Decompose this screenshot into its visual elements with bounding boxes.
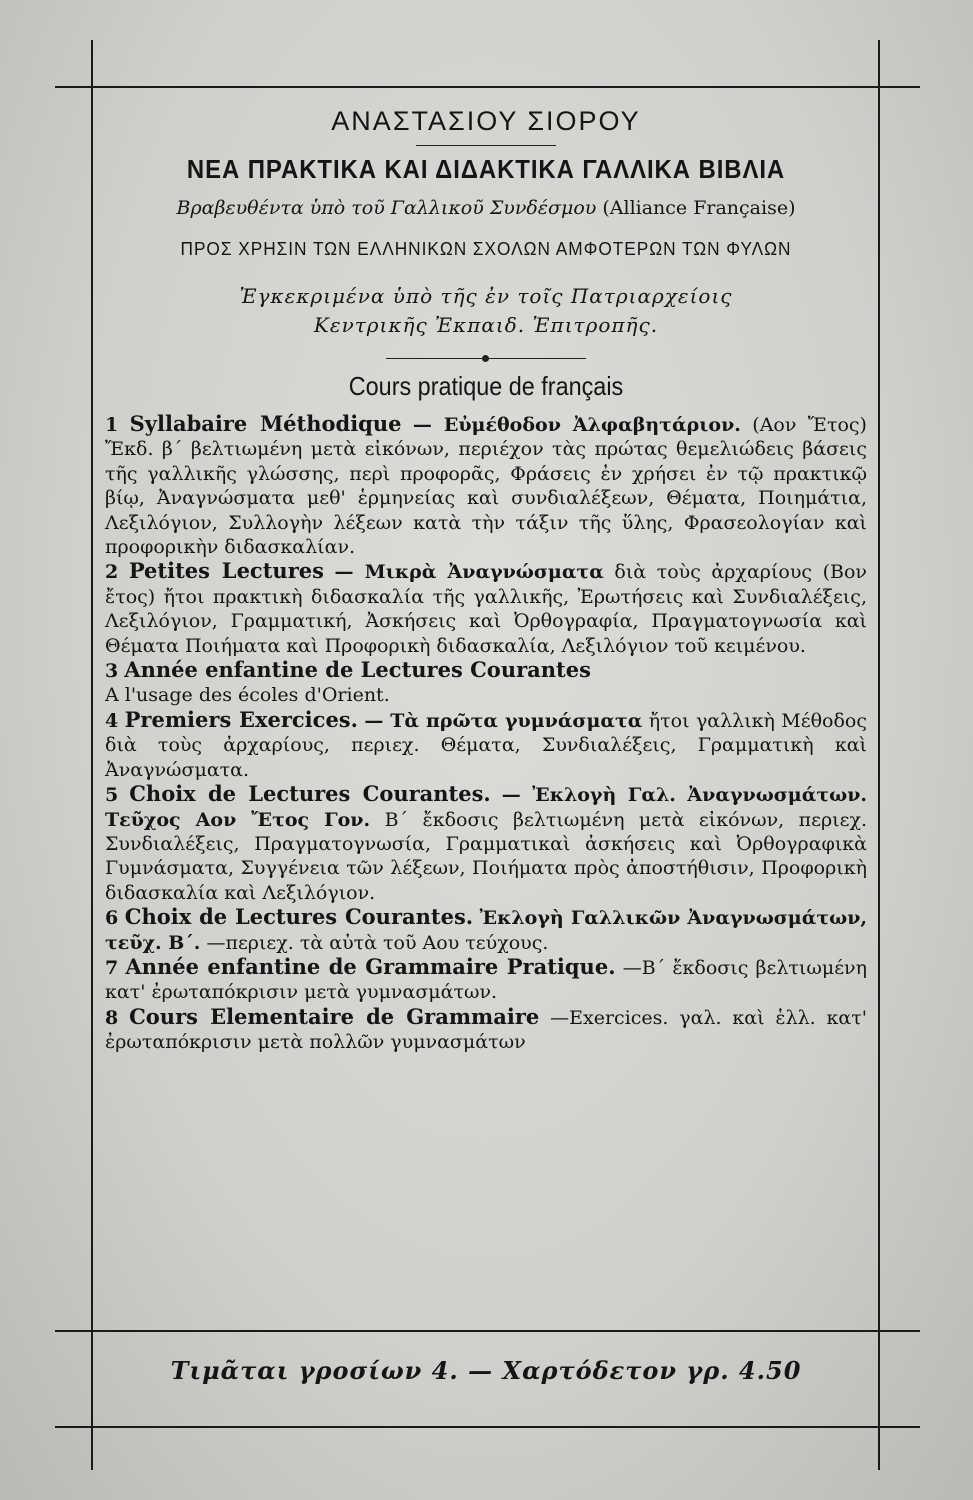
list-item — [105, 782, 867, 905]
top-border-rule — [55, 86, 920, 88]
entry-title: Année enfantine de Grammaire Pratique. — [125, 953, 616, 979]
entry-title: Petites Lectures — [128, 558, 324, 584]
list-item — [105, 708, 867, 782]
entry-description: —περιεχ. τὰ αὐτὰ τοῦ Αου τεύχους. — [206, 931, 549, 954]
approval-line-2: Κεντρικῆς Ἐκπαιδ. Ἐπιτροπῆς. — [313, 313, 659, 337]
entry-title: Année enfantine de Lectures Courantes — [124, 657, 591, 683]
entry-number: 5 — [105, 784, 119, 807]
entry-description: A l'usage des écoles d'Orient. — [105, 684, 390, 707]
entry-greek-title: Ἐκλογὴ Γαλλικῶν Ἀναγνωσμάτων, τεῦχ. Β΄. — [105, 907, 867, 954]
entry-number: 7 — [105, 956, 119, 979]
course-title: Cours pratique de français — [348, 371, 624, 401]
award-line — [105, 197, 867, 219]
price-line: Τιμᾶται γροσίων 4. — Χαρτόδετον γρ. 4.50 — [170, 1356, 802, 1385]
entry-greek-title: — Τὰ πρῶτα γυμνάσματα — [364, 709, 643, 732]
entry-number: 8 — [105, 1006, 119, 1029]
price-bottom-rule — [55, 1426, 920, 1428]
entry-number: 1 — [105, 414, 119, 436]
entry-number: 4 — [105, 709, 119, 732]
award-text: Βραβευθέντα ὑπὸ τοῦ Γαλλικοῦ Συνδέσμου — [176, 197, 597, 219]
left-border-rule — [91, 40, 93, 1470]
entry-title: Premiers Exercices. — [124, 706, 358, 732]
divider-dot — [482, 355, 489, 362]
list-item — [105, 412, 867, 559]
entry-description: Β΄ ἔκδοσις βελτιωμένη μετὰ εἰκόνων, περιεχ. Συνδιαλέξεις, Πραγματογνωσία, Γραμματικαὶ ἀσκήσεις καὶ Ὀρθογραφικὰ Γυμνάσματα, Συγγένεια τῶν λέξεων, Ποιήματα πρὸς ἀποστήθισιν, Προφορικὴ διδασκαλία καὶ Λεξιλόγιον. — [105, 808, 867, 904]
publisher-divider — [416, 145, 556, 146]
book-list — [105, 412, 867, 1055]
list-item — [105, 1005, 867, 1055]
approval-block — [105, 282, 867, 340]
publisher-name: ΑΝΑΣΤΑΣΙΟΥ ΣΙΟΡΟΥ — [331, 106, 641, 136]
approval-line-1: Ἐγκεκριμένα ὑπὸ τῆς ἐν τοῖς Πατριαρχείοις — [239, 284, 733, 308]
entry-number: 2 — [105, 561, 119, 584]
award-organization: (Alliance Française) — [602, 197, 796, 219]
entry-title: Choix de Lectures Courantes. — [129, 781, 491, 807]
list-item — [105, 955, 867, 1005]
entry-greek-title: — Εὐμέθοδον Ἀλφαβητάριον. — [412, 414, 741, 436]
series-title: ΝΕΑ ΠΡΑΚΤΙΚΑ ΚΑΙ ΔΙΔΑΚΤΙΚΑ ΓΑΛΛΙΚΑ ΒΙΒΛΙΑ — [186, 154, 786, 184]
list-item — [105, 559, 867, 658]
entry-title: Choix de Lectures Courantes. — [124, 904, 474, 930]
cover-content — [105, 100, 867, 1055]
price-top-rule — [55, 1330, 920, 1332]
usage-line: ΠΡΟΣ ΧΡΗΣΙΝ ΤΩΝ ΕΛΛΗΝΙΚΩΝ ΣΧΟΛΩΝ ΑΜΦΟΤΕΡΩΝ ΤΩΝ ΦΥΛΩΝ — [180, 239, 792, 259]
entry-description: —Β΄ ἔκδοσις βελτιωμένη κατ' ἐρωταπόκρισιν μετὰ γυμνασμάτων. — [105, 956, 867, 1004]
entry-description: —Exercices. γαλ. καὶ ἑλλ. κατ' ἐρωταπόκρισιν μετὰ πολλῶν γυμνασμάτων — [105, 1006, 867, 1054]
right-border-rule — [878, 40, 880, 1470]
entry-greek-title: — Μικρὰ Ἀναγνώσματα — [334, 561, 604, 584]
ornamental-divider — [386, 358, 586, 359]
entry-greek-title: — Ἐκλογὴ Γαλ. Ἀναγνωσμάτων. Τεῦχος Αον Ἔτος Γον. — [105, 784, 868, 831]
entry-description: (Αον Ἔτος) Ἔκδ. β΄ βελτιωμένη μετὰ εἰκόνων, περιέχον τὰς πρώτας θεμελιώδεις βάσεις τῆς γαλλικῆς γλώσσης, περὶ προφορᾶς, Φράσεις ἐν χρήσει ἐν τῷ πρακτικῷ βίῳ, Ἀναγνώσματα μεθ' ἑρμηνείας καὶ συνδιαλέξεων, Θέματα, Ποιημάτια, Λεξιλόγιον, Συλλογὴν λέξεων κατὰ τὴν τάξιν τῆς ὕλης, Φρασεολογίαν καὶ προφορικὴν διδασκαλίαν. — [105, 414, 867, 559]
list-item — [105, 658, 867, 708]
entry-title: Syllabaire Méthodique — [129, 411, 402, 436]
entry-title: Cours Elementaire de Grammaire — [129, 1003, 540, 1029]
entry-number: 6 — [105, 907, 119, 930]
entry-description: διὰ τοὺς ἀρχαρίους (Βον ἔτος) ἤτοι πρακτικὴ διδασκαλία τῆς γαλλικῆς, Ἐρωτήσεις καὶ Συνδιαλέξεις, Λεξιλόγιον, Γραμματική, Ἀσκήσεις καὶ Ὀρθογραφία, Πραγματογνωσία καὶ Θέματα Ποιήματα καὶ Προφορικὴ διδασκαλία, Λεξιλόγιον τοῦ κειμένου. — [105, 561, 867, 657]
entry-number: 3 — [105, 660, 119, 683]
entry-description: ἤτοι γαλλικὴ Μέθοδος διὰ τοὺς ἀρχαρίους, περιεχ. Θέματα, Συνδιαλέξεις, Γραμματικὴ καὶ Ἀναγνώσματα. — [105, 709, 868, 781]
list-item — [105, 905, 867, 955]
